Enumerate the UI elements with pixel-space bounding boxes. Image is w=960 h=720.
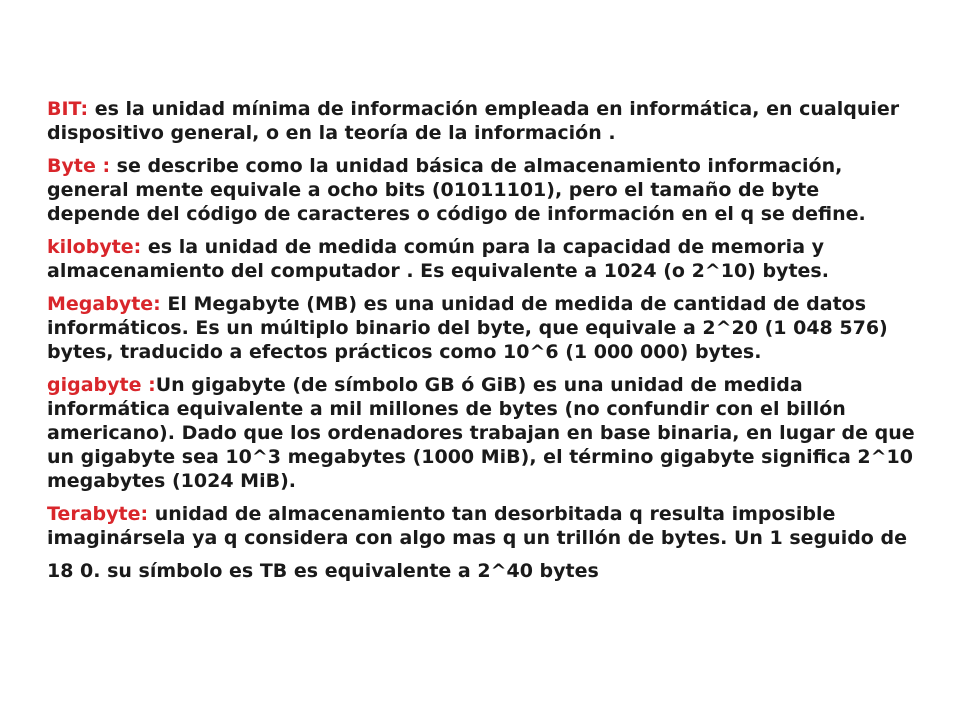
paragraph-gigabyte — [47, 373, 917, 493]
term-terabyte: Terabyte: — [47, 503, 149, 525]
paragraph-byte — [47, 154, 917, 226]
term-megabyte: Megabyte: — [47, 293, 161, 315]
paragraph-terabyte-continued — [47, 559, 917, 583]
definition-kilobyte: es la unidad de medida común para la capacidad de memoria y almacenamiento del computador . Es equivalente a 1024 (o 2^10) bytes. — [47, 236, 829, 282]
term-byte: Byte : — [47, 155, 111, 177]
term-kilobyte: kilobyte: — [47, 236, 142, 258]
paragraph-kilobyte — [47, 235, 917, 283]
definition-bit: es la unidad mínima de información empleada en informática, en cualquier dispositivo general, o en la teoría de la información . — [47, 98, 900, 144]
term-gigabyte: gigabyte : — [47, 374, 156, 396]
definition-gigabyte: Un gigabyte (de símbolo GB ó GiB) es una unidad de medida informática equivalente a mil millones de bytes (no confundir con el billón americano). Dado que los ordenadores trabajan en base binaria, en lugar de que un gigabyte sea 10^3 megabytes (1000 MiB), el término gigabyte significa 2^10 megabytes (1024 MiB). — [47, 374, 915, 492]
slide-body — [47, 97, 917, 592]
definition-terabyte-continued: 18 0. su símbolo es TB es equivalente a 2^40 bytes — [47, 560, 599, 582]
definition-megabyte: El Megabyte (MB) es una unidad de medida de cantidad de datos informáticos. Es un múltiplo binario del byte, que equivale a 2^20 (1 048 576) bytes, traducido a efectos prácticos como 10^6 (1 000 000) bytes. — [47, 293, 888, 363]
term-bit: BIT: — [47, 98, 89, 120]
paragraph-bit — [47, 97, 917, 145]
definition-terabyte: unidad de almacenamiento tan desorbitada q resulta imposible imaginársela ya q considera con algo mas q un trillón de bytes. Un 1 seguido de — [47, 503, 907, 549]
definition-byte: se describe como la unidad básica de almacenamiento información, general mente equivale a ocho bits (01011101), pero el tamaño de byte depende del código de caracteres o código de información en el q se define. — [47, 155, 866, 225]
paragraph-terabyte — [47, 502, 917, 550]
paragraph-megabyte — [47, 292, 917, 364]
